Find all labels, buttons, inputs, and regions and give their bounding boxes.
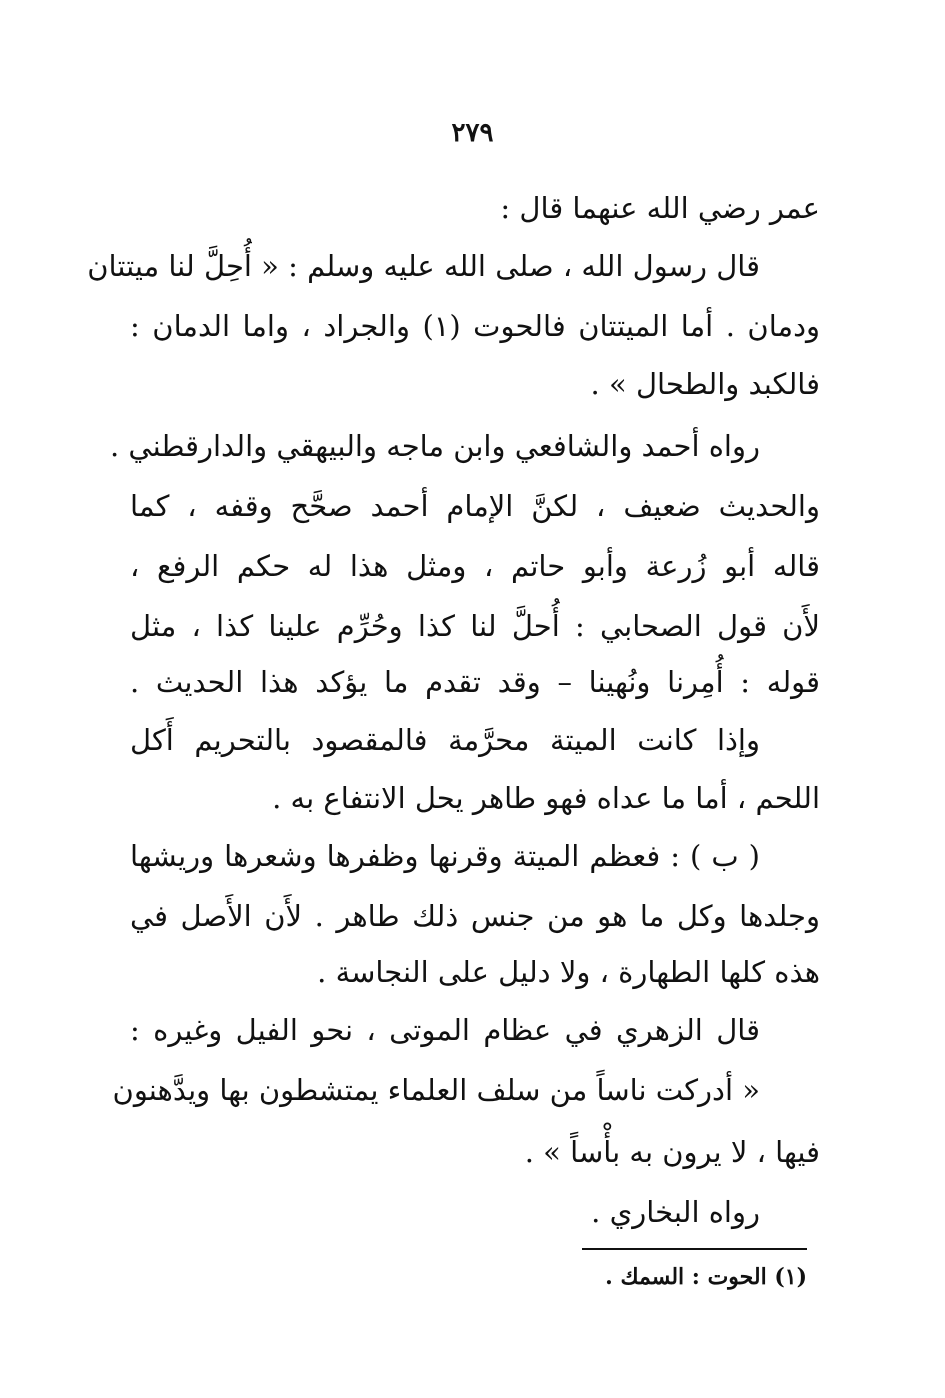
footnote: (١) الحوت : السمك . (605, 1264, 807, 1290)
text-line: فالكبد والطحال » . (590, 367, 820, 401)
text-line: ( ب ) : فعظم الميتة وقرنها وظفرها وشعرها وريشها (130, 839, 760, 873)
text-line: هذه كلها الطهارة ، ولا دليل على النجاسة . (317, 955, 820, 989)
text-line: اللحم ، أما ما عداه فهو طاهر يحل الانتفاع به . (272, 781, 820, 815)
text-line: قال رسول الله ، صلى الله عليه وسلم : « أُحِلَّ لنا ميتتان (87, 249, 760, 283)
text-line: لأَن قول الصحابي : أُحلَّ لنا كذا وحُرِّم علينا كذا ، مثل (130, 609, 820, 643)
page-number: ٢٧٩ (451, 118, 494, 148)
text-line: رواه البخاري . (591, 1195, 760, 1229)
text-line: رواه أحمد والشافعي وابن ماجه والبيهقي والدارقطني . (109, 429, 760, 463)
text-line: قاله أبو زُرعة وأبو حاتم ، ومثل هذا له حكم الرفع ، (130, 549, 820, 583)
text-line: عمر رضي الله عنهما قال : (500, 191, 820, 225)
text-line: وجلدها وكل ما هو من جنس ذلك طاهر . لأَن الأَصل في (130, 899, 820, 933)
text-line: وإذا كانت الميتة محرَّمة فالمقصود بالتحريم أَكل (130, 723, 760, 757)
text-line: قال الزهري في عظام الموتى ، نحو الفيل وغيره : (130, 1013, 760, 1047)
text-line: والحديث ضعيف ، لكنَّ الإمام أحمد صحَّح وقفه ، كما (130, 489, 820, 523)
text-line: فيها ، لا يرون به بأْساً » . (524, 1135, 820, 1169)
text-line: « أدركت ناساً من سلف العلماء يمتشطون بها ويدَّهنون (112, 1073, 760, 1107)
text-line: قوله : أُمِرنا ونُهينا – وقد تقدم ما يؤكد هذا الحديث . (130, 665, 820, 699)
footnote-divider (582, 1248, 807, 1250)
text-line: ودمان . أما الميتتان فالحوت (١) والجراد ، واما الدمان : (130, 309, 821, 343)
